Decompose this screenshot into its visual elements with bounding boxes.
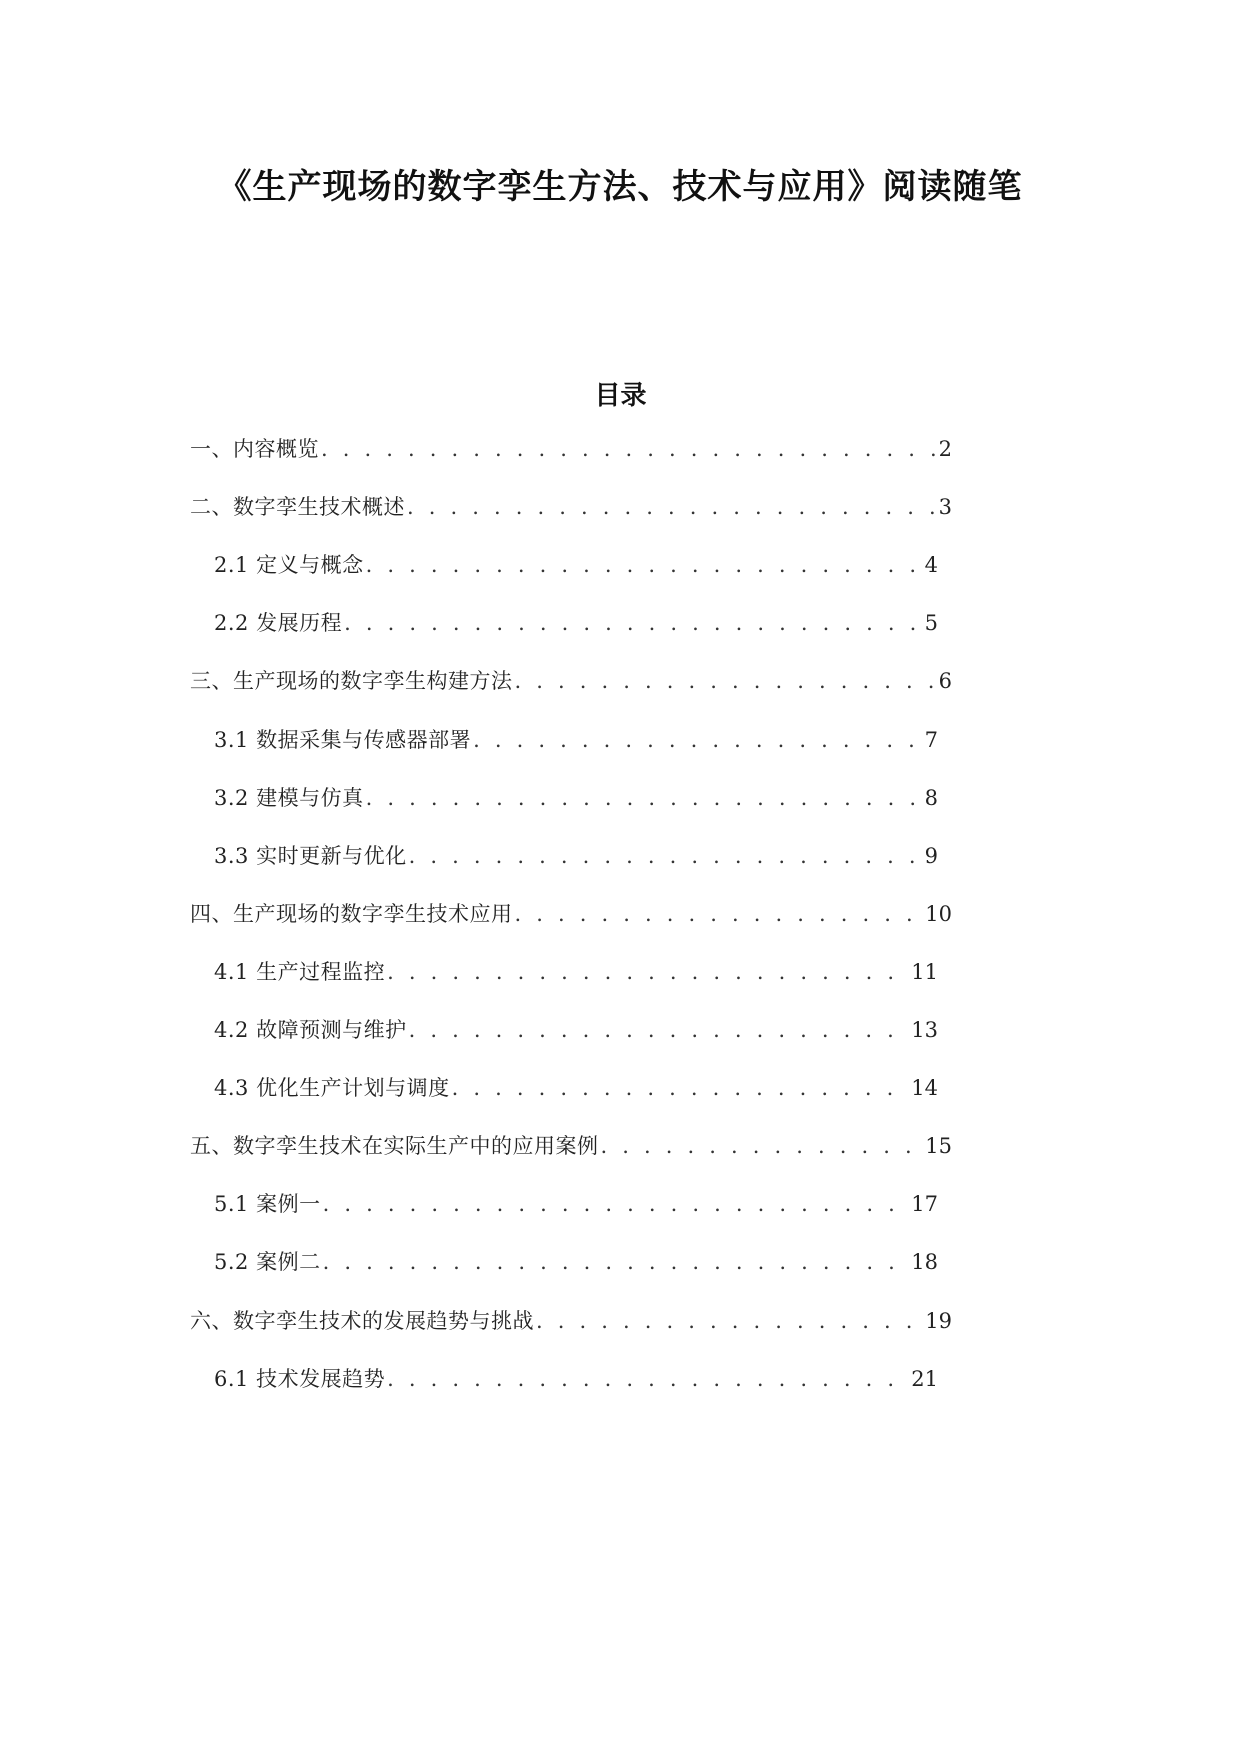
toc-page-number: 3 bbox=[938, 495, 952, 519]
toc-entry[interactable] bbox=[214, 841, 938, 871]
toc-entry-label: 3.2 建模与仿真 bbox=[214, 786, 364, 810]
toc-entry-label: 五、数字孪生技术在实际生产中的应用案例 bbox=[190, 1134, 599, 1158]
toc-dot-leader bbox=[387, 957, 909, 987]
toc-entry-label: 6.1 技术发展趋势 bbox=[214, 1367, 386, 1391]
toc-entry[interactable] bbox=[214, 725, 938, 755]
toc-page-number: 18 bbox=[911, 1250, 938, 1274]
toc-entry[interactable] bbox=[214, 1015, 938, 1045]
toc-entry[interactable] bbox=[214, 550, 938, 580]
toc-entry-label: 4.2 故障预测与维护 bbox=[214, 1018, 407, 1042]
toc-entry-label: 4.3 优化生产计划与调度 bbox=[214, 1076, 450, 1100]
toc-entry[interactable] bbox=[214, 783, 938, 813]
toc-entry-label: 二、数字孪生技术概述 bbox=[190, 495, 405, 519]
toc-entry-label: 2.1 定义与概念 bbox=[214, 553, 364, 577]
toc-heading: 目录 bbox=[594, 381, 647, 411]
toc-dot-leader bbox=[366, 783, 923, 813]
toc-page-number: 10 bbox=[925, 902, 952, 926]
toc-entry[interactable] bbox=[214, 1073, 938, 1103]
toc-dot-leader bbox=[323, 1247, 910, 1277]
toc-entry[interactable] bbox=[214, 1189, 938, 1219]
toc-dot-leader bbox=[601, 1131, 924, 1161]
toc-page-number: 13 bbox=[911, 1018, 938, 1042]
toc-entry-label: 一、内容概览 bbox=[190, 437, 319, 461]
toc-entry[interactable] bbox=[190, 492, 952, 522]
toc-entry-label: 3.3 实时更新与优化 bbox=[214, 844, 407, 868]
toc-entry-label: 5.2 案例二 bbox=[214, 1250, 321, 1274]
toc-entry-label: 三、生产现场的数字孪生构建方法 bbox=[190, 669, 513, 693]
toc-entry[interactable] bbox=[214, 1247, 938, 1277]
toc-page-number: 14 bbox=[911, 1076, 938, 1100]
toc-entry[interactable] bbox=[190, 1306, 952, 1336]
toc-entry-label: 六、数字孪生技术的发展趋势与挑战 bbox=[190, 1309, 534, 1333]
toc-dot-leader bbox=[515, 899, 924, 929]
toc-page-number: 7 bbox=[924, 728, 938, 752]
toc-page-number: 4 bbox=[924, 553, 938, 577]
toc-entry[interactable] bbox=[214, 957, 938, 987]
toc-page-number: 2 bbox=[938, 437, 952, 461]
toc-dot-leader bbox=[407, 492, 937, 522]
toc-entry-label: 3.1 数据采集与传感器部署 bbox=[214, 728, 472, 752]
toc-entry-label: 4.1 生产过程监控 bbox=[214, 960, 386, 984]
toc-entry[interactable] bbox=[190, 899, 952, 929]
toc-entry-label: 2.2 发展历程 bbox=[214, 611, 343, 635]
toc-entry[interactable] bbox=[214, 608, 938, 638]
toc-page-number: 19 bbox=[925, 1309, 952, 1333]
toc-entry[interactable] bbox=[190, 1131, 952, 1161]
toc-page-number: 15 bbox=[925, 1134, 952, 1158]
toc-entry[interactable] bbox=[214, 1364, 938, 1394]
document-title: 《生产现场的数字孪生方法、技术与应用》阅读随笔 bbox=[217, 167, 1023, 207]
toc-entry[interactable] bbox=[190, 434, 952, 464]
toc-page-number: 9 bbox=[924, 844, 938, 868]
toc-dot-leader bbox=[344, 608, 923, 638]
toc-page-number: 8 bbox=[924, 786, 938, 810]
toc-entry-label: 5.1 案例一 bbox=[214, 1192, 321, 1216]
toc-page-number: 17 bbox=[911, 1192, 938, 1216]
toc-dot-leader bbox=[323, 1189, 910, 1219]
toc-dot-leader bbox=[452, 1073, 910, 1103]
toc-dot-leader bbox=[515, 666, 937, 696]
toc-dot-leader bbox=[536, 1306, 923, 1336]
toc-dot-leader bbox=[409, 1015, 910, 1045]
toc-entry[interactable] bbox=[190, 666, 952, 696]
toc-dot-leader bbox=[321, 434, 937, 464]
toc-page-number: 6 bbox=[938, 669, 952, 693]
toc-page-number: 21 bbox=[911, 1367, 938, 1391]
toc-page-number: 11 bbox=[911, 960, 938, 984]
toc-dot-leader bbox=[387, 1364, 909, 1394]
toc-dot-leader bbox=[366, 550, 923, 580]
toc-entry-label: 四、生产现场的数字孪生技术应用 bbox=[190, 902, 513, 926]
toc-page-number: 5 bbox=[924, 611, 938, 635]
toc-dot-leader bbox=[473, 725, 923, 755]
toc-dot-leader bbox=[409, 841, 923, 871]
